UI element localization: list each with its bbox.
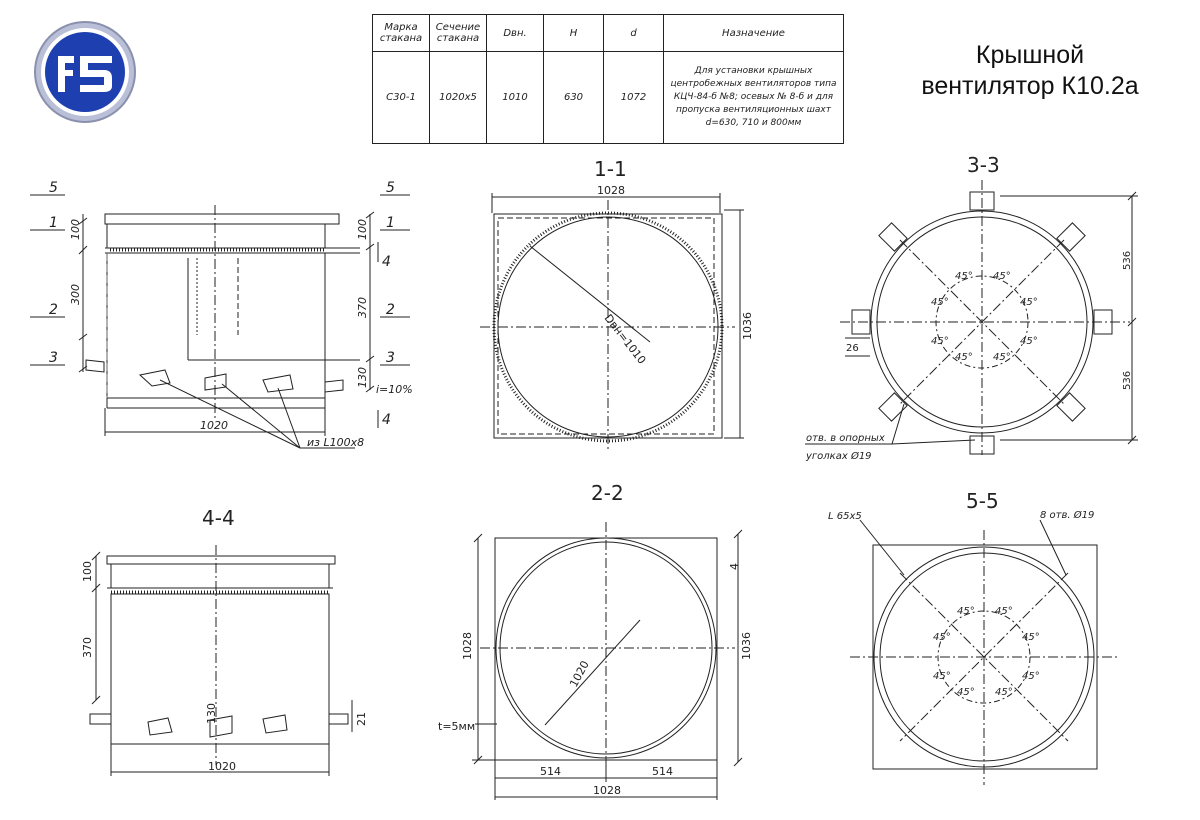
company-logo — [35, 22, 135, 122]
marker-right-2: 2 — [386, 302, 395, 318]
elev-dim-100-left: 100 — [69, 219, 82, 240]
section-2-2 — [472, 522, 742, 800]
s33-angle-5: 45° — [993, 352, 1011, 363]
cell-mark: С30-1 — [373, 52, 430, 144]
s33-angle-1: 45° — [955, 271, 973, 282]
marker-right-3: 3 — [386, 350, 395, 366]
s22-title: 2-2 — [591, 481, 624, 505]
s44-title: 4-4 — [202, 506, 235, 530]
s22-dim-bottom: 1028 — [593, 784, 621, 797]
s22-dim-4: 4 — [728, 563, 741, 570]
section-5-5 — [850, 520, 1118, 785]
drawing-title-line-1: Крышной — [975, 41, 1085, 69]
s22-diameter: 1020 — [567, 658, 592, 690]
marker-right-1: 1 — [386, 215, 395, 231]
hdr-d: d — [604, 15, 664, 52]
cell-purpose: Для установки крышных центробежных вентиляторов типа КЦЧ-84-б №8; осевых № 8-б и для пропуска вентиляционных шахт d=630, 710 и 800мм — [664, 52, 844, 144]
s55-angle-note: L 65х5 — [828, 511, 862, 522]
s22-thickness: t=5мм — [438, 720, 476, 733]
s55-angle-4: 45° — [1022, 671, 1040, 682]
marker-left-3: 3 — [49, 350, 58, 366]
s55-angle-5: 45° — [995, 687, 1013, 698]
marker-right-4-bottom: 4 — [382, 412, 391, 428]
s44-dim-1020: 1020 — [208, 760, 236, 773]
marker-left-5: 5 — [49, 180, 58, 196]
s22-dim-left: 1028 — [461, 632, 474, 660]
cell-section: 1020х5 — [430, 52, 487, 144]
marker-right-4-top: 4 — [382, 254, 391, 270]
s33-note-2: уголках Ø19 — [806, 451, 872, 462]
s33-dim-lug: 26 — [846, 343, 859, 354]
s33-angle-4: 45° — [1020, 336, 1038, 347]
s55-angle-6: 45° — [957, 687, 975, 698]
marker-left-2: 2 — [49, 302, 58, 318]
marker-left-1: 1 — [49, 215, 58, 231]
s44-dim-130: 130 — [205, 703, 218, 724]
s44-dim-21: 21 — [355, 712, 368, 726]
marker-right-5: 5 — [386, 180, 395, 196]
elev-dim-100-right: 100 — [356, 219, 369, 240]
elev-dim-130: 130 — [356, 367, 369, 388]
hdr-mark: Марка стакана — [373, 15, 430, 52]
s55-holes-note: 8 отв. Ø19 — [1040, 510, 1095, 521]
hdr-section: Сечение стакана — [430, 15, 487, 52]
elev-dim-300: 300 — [69, 284, 82, 305]
elev-dim-1020: 1020 — [200, 419, 228, 432]
s22-dim-514-left: 514 — [540, 765, 561, 778]
angle-note: из L100х8 — [307, 436, 365, 449]
s55-angle-7: 45° — [933, 671, 951, 682]
s11-dim-top: 1028 — [597, 184, 625, 197]
s44-dim-100: 100 — [81, 561, 94, 582]
cell-d: 1072 — [604, 52, 664, 144]
s33-title: 3-3 — [967, 153, 1000, 177]
s33-angle-3: 45° — [1020, 297, 1038, 308]
s11-title: 1-1 — [594, 157, 627, 181]
s33-dim-upper: 536 — [1122, 250, 1133, 270]
elevation-view — [30, 195, 410, 448]
elev-dim-370: 370 — [356, 297, 369, 318]
spec-table-header — [373, 15, 844, 52]
s55-angle-1: 45° — [957, 606, 975, 617]
s55-angle-2: 45° — [995, 606, 1013, 617]
s33-angle-7: 45° — [931, 336, 949, 347]
drawing-title — [900, 40, 1160, 102]
s55-angle-3: 45° — [1022, 632, 1040, 643]
s33-angle-2: 45° — [993, 271, 1011, 282]
s33-angle-8: 45° — [931, 297, 949, 308]
s44-dim-370: 370 — [81, 637, 94, 658]
section-4-4 — [90, 545, 352, 776]
section-3-3 — [805, 180, 1138, 455]
s55-angle-8: 45° — [933, 632, 951, 643]
s33-note-1: отв. в опорных — [806, 433, 885, 444]
drawing-title-line-2: вентилятор К10.2а — [921, 72, 1139, 100]
s33-angle-6: 45° — [955, 352, 973, 363]
spec-table — [372, 14, 844, 144]
cell-dvn: 1010 — [487, 52, 544, 144]
s11-dim-right: 1036 — [741, 312, 754, 340]
s55-title: 5-5 — [966, 489, 999, 513]
s11-diameter: Dвн=1010 — [601, 311, 649, 367]
hdr-dvn: Dвн. — [487, 15, 544, 52]
slope-label: i=10% — [376, 383, 413, 396]
hdr-purpose: Назначение — [664, 15, 844, 52]
s33-dim-lower: 536 — [1122, 370, 1133, 390]
spec-table-row — [373, 52, 844, 144]
cell-h: 630 — [544, 52, 604, 144]
s22-dim-514-right: 514 — [652, 765, 673, 778]
hdr-h: H — [544, 15, 604, 52]
s22-dim-right: 1036 — [740, 632, 753, 660]
